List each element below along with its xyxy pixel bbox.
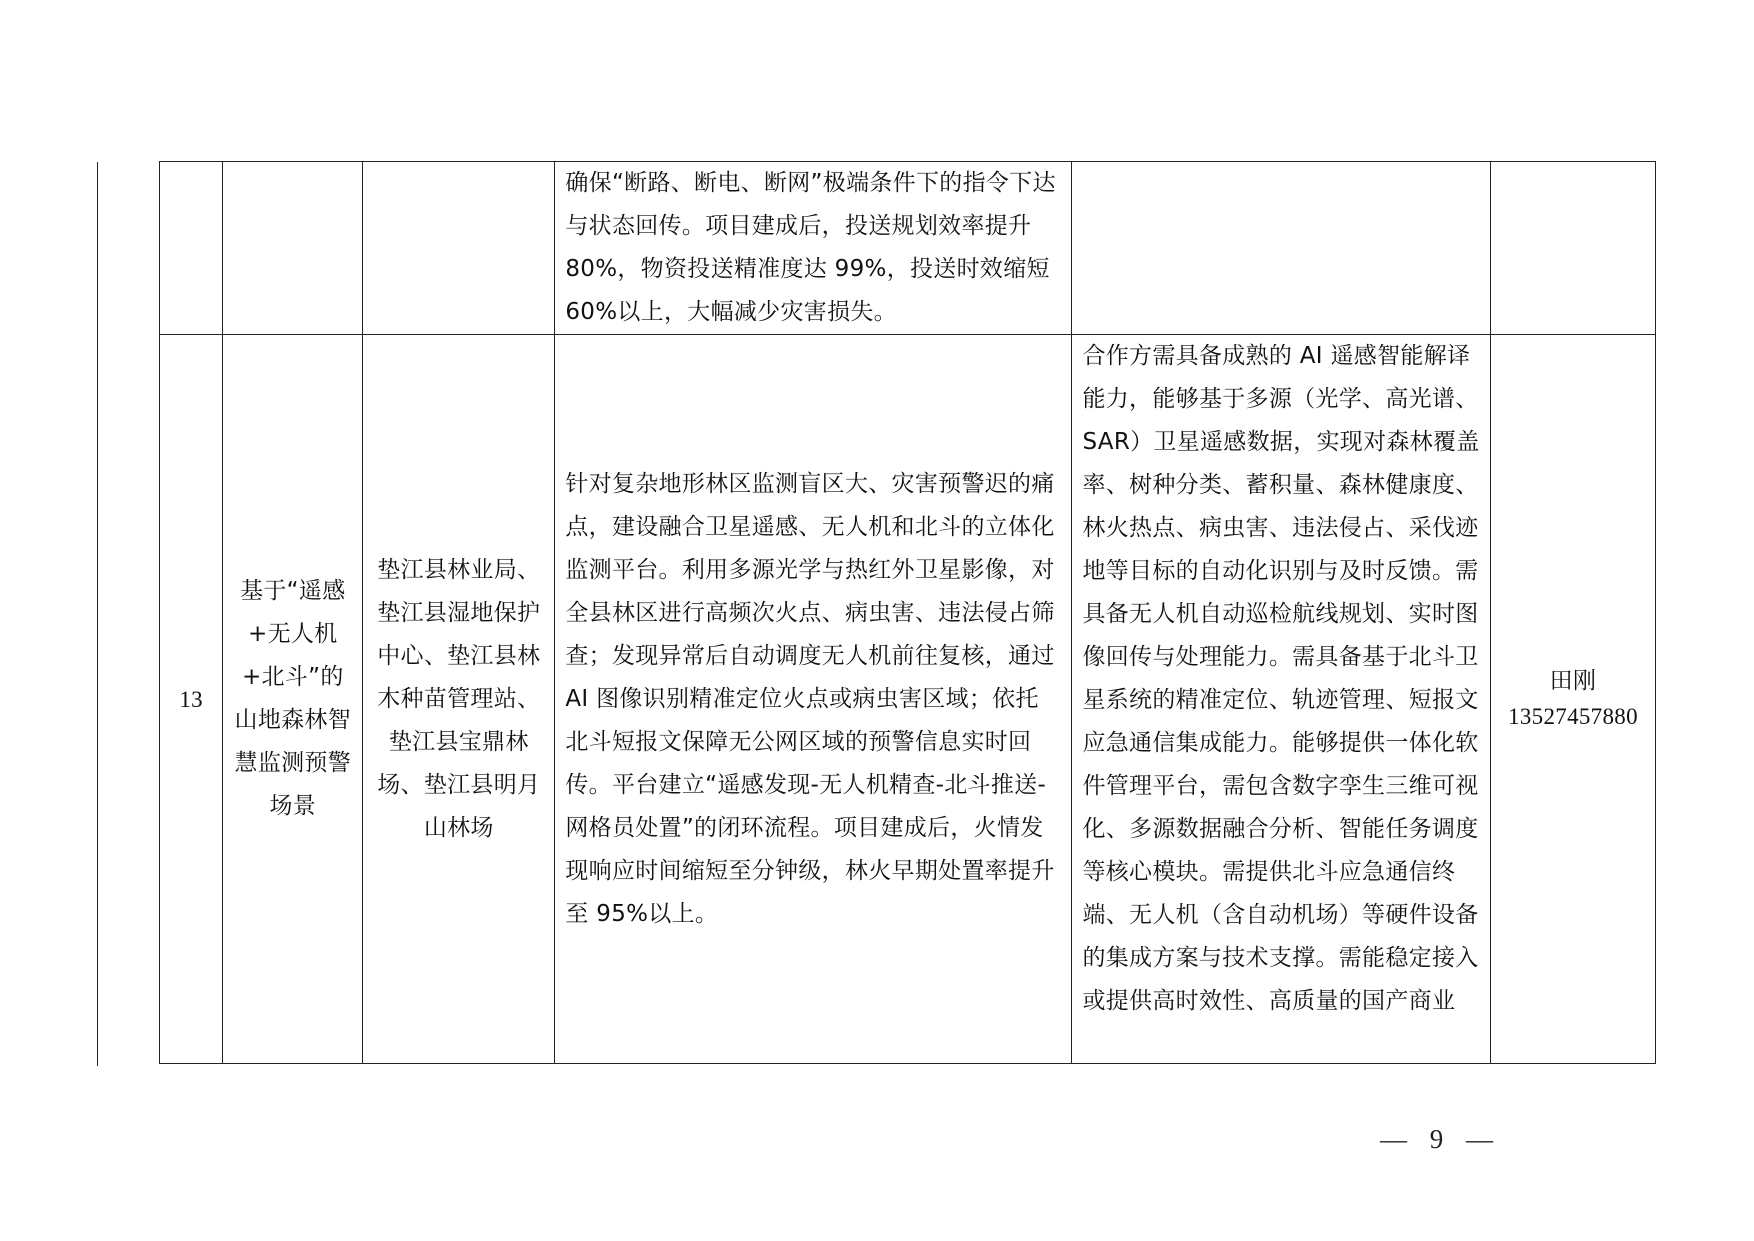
description-cell bbox=[555, 335, 1072, 1064]
contact-name: 田刚 bbox=[1549, 668, 1597, 694]
scene-text: 基于“遥感+无人机+北斗”的山地森林智慧监测预警场景 bbox=[234, 578, 352, 819]
contact-cell bbox=[1490, 335, 1655, 1064]
scene-cell bbox=[223, 335, 363, 1064]
requirements-cell bbox=[1072, 335, 1491, 1064]
requirements-text: 合作方需具备成熟的 AI 遥感智能解译能力，能够基于多源（光学、高光谱、SAR）卫星遥感数据，实现对森林覆盖率、树种分类、蓄积量、森林健康度、林火热点、病虫害、违法侵占、采伐迹地等目标的自动化识别与及时反馈。需具备无人机自动巡检航线规划、实时图像回传与处理能力。需具备基于北斗卫星系统的精准定位、轨迹管理、短报文应急通信集成能力。能够提供一体化软件管理平台，需包含数字孪生三维可视化、多源数据融合分析、智能任务调度等核心模块。需提供北斗应急通信终端、无人机（含自动机场）等硬件设备的集成方案与技术支撑。需能稳定接入或提供高时效性、高质量的国产商业 bbox=[1082, 343, 1480, 1014]
table-row-continued bbox=[160, 162, 1656, 335]
description-text: 针对复杂地形林区监测盲区大、灾害预警迟的痛点，建设融合卫星遥感、无人机和北斗的立体化监测平台。利用多源光学与热红外卫星影像，对全县林区进行高频次火点、病虫害、违法侵占筛查；发现异常后自动调度无人机前往复核，通过 AI 图像识别精准定位火点或病虫害区域；依托北斗短报文保障无公网区域的预警信息实时回传。平台建立“遥感发现-无人机精查-北斗推送-网格员处置”的闭环流程。项目建成后，火情发现响应时间缩短至分钟级，林火早期处置率提升至 95%以上。 bbox=[565, 470, 1055, 927]
binding-line bbox=[97, 162, 98, 1066]
unit-cell bbox=[363, 162, 555, 335]
contact-phone: 13527457880 bbox=[1508, 704, 1638, 729]
page-number: — 9 — bbox=[1380, 1124, 1501, 1154]
scene-cell bbox=[223, 162, 363, 335]
description-cell bbox=[555, 162, 1072, 335]
project-table bbox=[159, 161, 1656, 1064]
unit-cell bbox=[363, 335, 555, 1064]
index-cell: 13 bbox=[160, 335, 223, 1064]
requirements-cell bbox=[1072, 162, 1491, 335]
description-text: 确保“断路、断电、断网”极端条件下的指令下达与状态回传。项目建成后，投送规划效率提升 80%，物资投送精准度达 99%，投送时效缩短 60%以上，大幅减少灾害损失。 bbox=[565, 170, 1056, 325]
contact-cell bbox=[1490, 162, 1655, 335]
table-row-13 bbox=[160, 335, 1656, 1064]
unit-text: 垫江县林业局、垫江县湿地保护中心、垫江县林木种苗管理站、垫江县宝鼎林场、垫江县明月山林场 bbox=[377, 556, 541, 841]
index-cell bbox=[160, 162, 223, 335]
